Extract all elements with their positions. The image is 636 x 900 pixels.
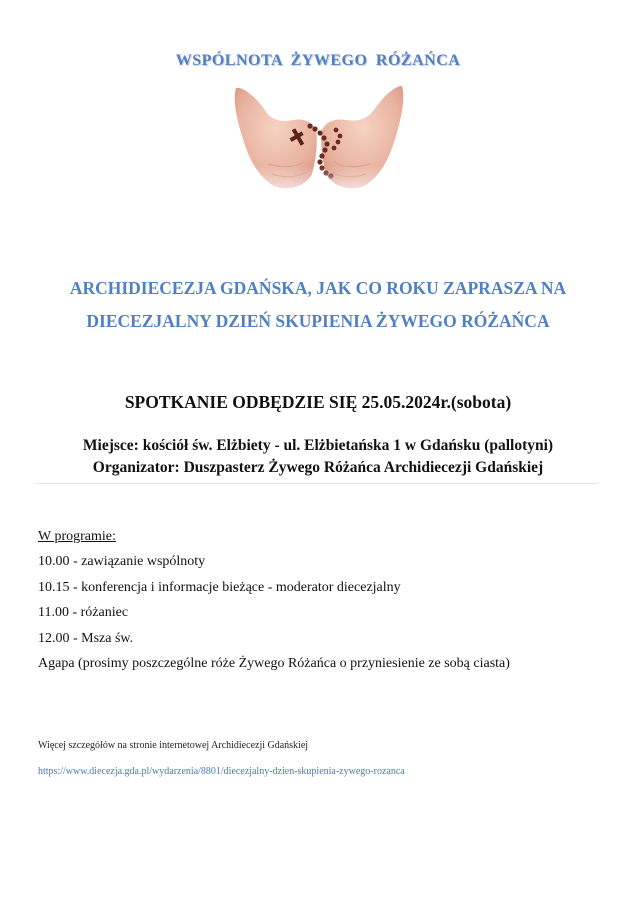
- invitation-text: [0, 272, 636, 338]
- hands-holding-rosary-image: [232, 82, 406, 200]
- meeting-location: Miejsce: kościół św. Elżbiety - ul. Elżbietańska 1 w Gdańsku (pallotyni): [82, 437, 554, 454]
- program-section: [38, 528, 510, 681]
- more-info-text: Więcej szczegółów na stronie internetowej Archidiecezji Gdańskiej: [38, 740, 309, 751]
- invitation-line-2: DIECEZJALNY DZIEŃ SKUPIENIA ŻYWEGO RÓŻAŃCA: [86, 311, 550, 331]
- program-item: 11.00 - różaniec: [38, 605, 129, 620]
- event-link[interactable]: https://www.diecezja.gda.pl/wydarzenia/8801/diecezjalny-dzien-skupienia-zywego-rozanca: [38, 766, 405, 777]
- divider: [36, 483, 598, 484]
- page-title: WSPÓLNOTA ŻYWEGO RÓŻAŃCA: [175, 52, 461, 69]
- program-item: 10.15 - konferencja i informacje bieżące - moderator diecezjalny: [38, 579, 401, 595]
- meeting-date: SPOTKANIE ODBĘDZIE SIĘ 25.05.2024r.(sobota): [124, 392, 512, 412]
- program-heading: W programie:: [38, 529, 116, 544]
- invitation-line-1: ARCHIDIECEZJA GDAŃSKA, JAK CO ROKU ZAPRASZA NA: [69, 278, 567, 298]
- place-block: [0, 435, 636, 479]
- meeting-organizer: Organizator: Duszpasterz Żywego Różańca Archidiecezji Gdańskiej: [92, 459, 544, 476]
- program-item: 12.00 - Msza św.: [38, 630, 134, 646]
- program-item: Agapa (prosimy poszczególne róże Żywego Różańca o przyniesienie ze sobą ciasta): [38, 656, 510, 671]
- program-item: 10.00 - zawiązanie wspólnoty: [38, 554, 206, 569]
